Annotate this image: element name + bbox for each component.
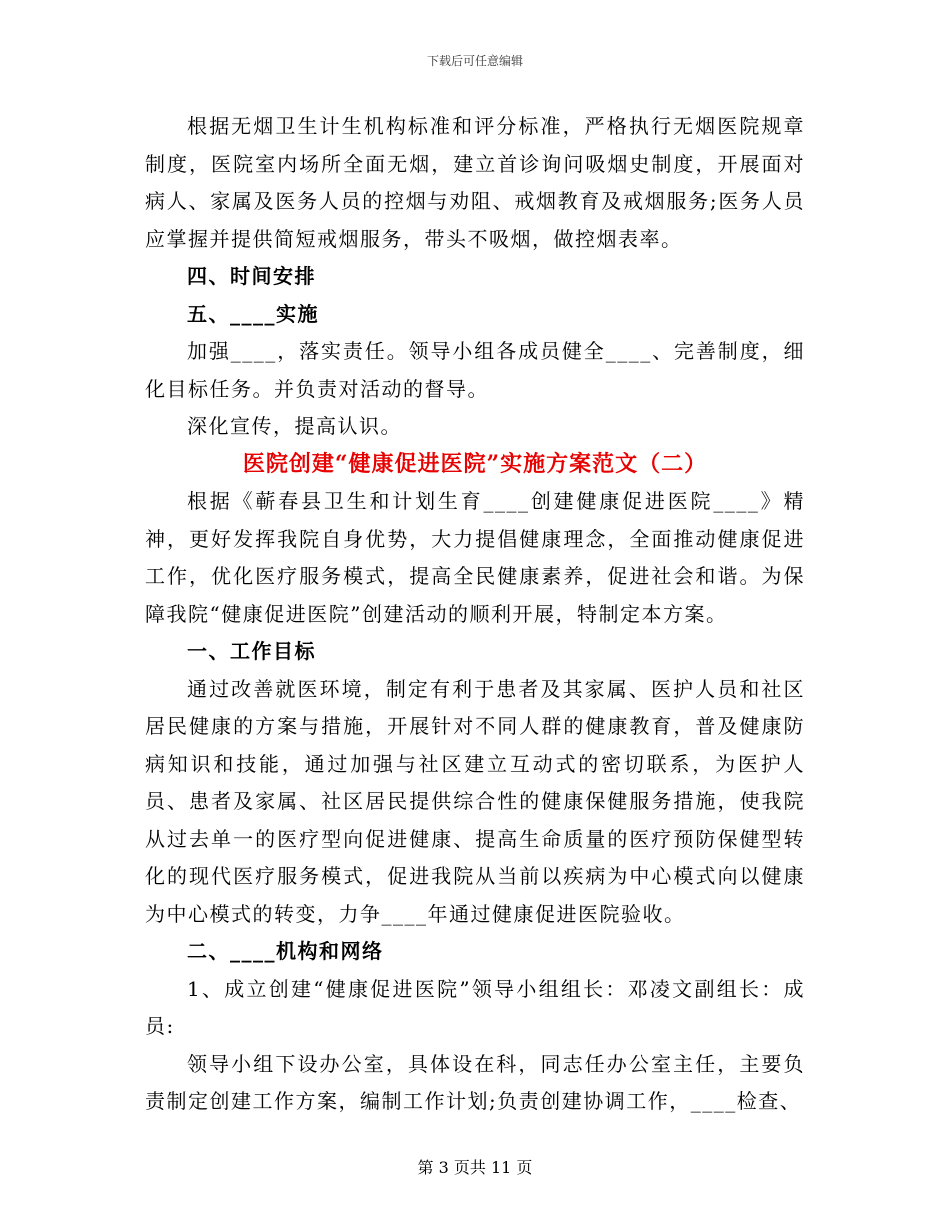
page-footer: 第 3 页共 11 页 bbox=[417, 1158, 533, 1177]
para-office: 领导小组下设办公室，具体设在科，同志任办公室主任，主要负责制定创建工作方案，编制工作计划;负责创建协调工作，____检查、 bbox=[145, 1051, 805, 1113]
page-header: 下载后可任意编辑 bbox=[426, 54, 523, 68]
heading-implementation: 五、____实施 bbox=[187, 301, 319, 326]
para-intro: 根据《蕲春县卫生和计划生育____创建健康促进医院____》精神，更好发挥我院自身优势，大力提倡健康理念，全面推动健康促进工作，优化医疗服务模式，提高全民健康素养，促进社会和谐。为保障我院“健康促进医院”创建活动的顺利开展，特制定本方案。 bbox=[145, 489, 805, 626]
document-body bbox=[145, 108, 805, 1121]
para-publicity: 深化宣传，提高认识。 bbox=[187, 414, 402, 438]
para-smoke-free: 根据无烟卫生计生机构标准和评分标准，严格执行无烟医院规章制度，医院室内场所全面无烟，建立首诊询问吸烟史制度，开展面对病人、家属及医务人员的控烟与劝阻、戒烟教育及戒烟服务;医务人员应掌握并提供简短戒烟服务，带头不吸烟，做控烟表率。 bbox=[145, 114, 805, 251]
para-strengthen: 加强____，落实责任。领导小组各成员健全____、完善制度，细化目标任务。并负责对活动的督导。 bbox=[145, 339, 805, 401]
heading-organization: 二、____机构和网络 bbox=[187, 939, 384, 963]
section-title: 医院创建“健康促进医院”实施方案范文（二） bbox=[242, 450, 708, 477]
para-goals: 通过改善就医环境，制定有利于患者及其家属、医护人员和社区居民健康的方案与措施，开展针对不同人群的健康教育，普及健康防病知识和技能，通过加强与社区建立互动式的密切联系，为医护人员、患者及家属、社区居民提供综合性的健康保健服务措施，使我院从过去单一的医疗型向促进健康、提高生命质量的医疗预防保健型转化的现代医疗服务模式，促进我院从当前以疾病为中心模式向以健康为中心模式的转变，力争____年通过健康促进医院验收。 bbox=[145, 676, 805, 926]
heading-goals: 一、工作目标 bbox=[187, 639, 316, 663]
para-leadership: 1、成立创建“健康促进医院”领导小组组长：邓凌文副组长：成员: bbox=[145, 976, 805, 1038]
heading-schedule: 四、时间安排 bbox=[187, 264, 316, 288]
